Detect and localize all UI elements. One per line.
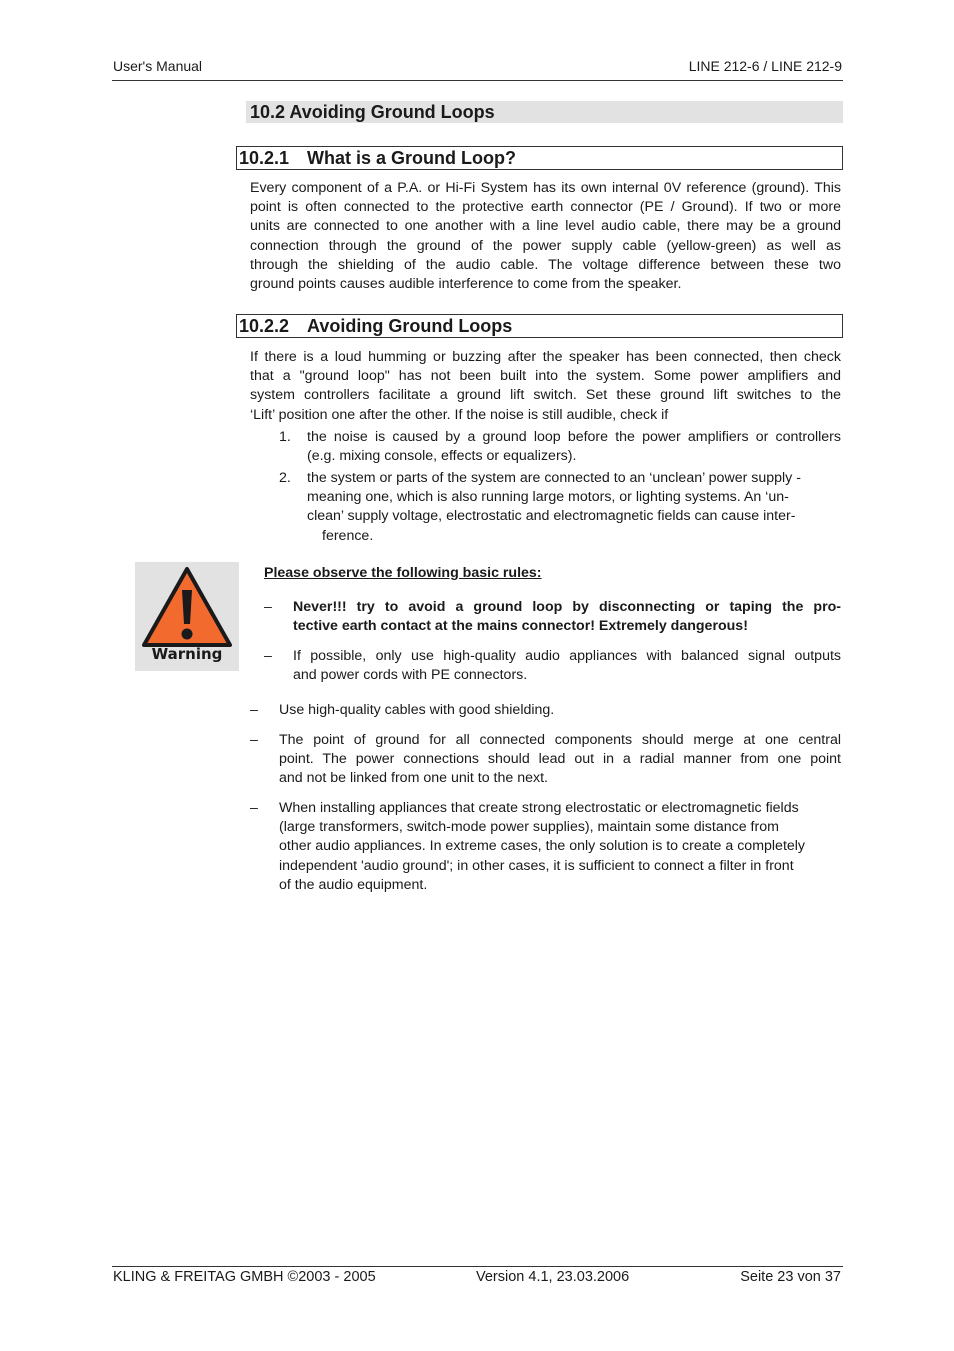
subsection-2-heading (236, 314, 843, 338)
header-left: User's Manual (113, 58, 203, 74)
subsection-2-title: Avoiding Ground Loops (307, 316, 513, 336)
body-line: system controllers facilitate a ground lift switch. Set these ground lift switches to the (250, 387, 841, 404)
body-line: connection through the ground of the power supply cable (yellow-green) as well as (250, 237, 841, 254)
subsection-1-number: 10.2.1 (239, 148, 290, 168)
subsection-1-heading (236, 146, 843, 170)
body-line: point is often connected to the protective earth connector (PE / Ground). If two or more (250, 199, 841, 216)
body-line: that a "ground loop" has not been built into the system. Some power amplifiers and (250, 368, 841, 385)
body-line: ‘Lift’ position one after the other. If the noise is still audible, check if (250, 406, 669, 423)
list-item: the system or parts of the system are connected to an ‘unclean’ power supply - meaning one, which is also running large motors, or lighting systems. An ‘un- clean’ supply voltage, electrostatic and electromagnetic fields can cause inter- ference. (307, 470, 801, 544)
subsection-2-body (250, 348, 841, 425)
footer-right: Seite 23 von 37 (740, 1269, 841, 1285)
subsection-2-number: 10.2.2 (239, 316, 290, 336)
footer-left: KLING & FREITAG GMBH ©2003 - 2005 (113, 1269, 376, 1285)
warning-label: Warning (151, 645, 223, 663)
rule-item-never: Never!!! try to avoid a ground loop by disconnecting or taping the pro- tective earth contact at the mains connector! Extremely dangerous! (293, 599, 841, 635)
body-line: through the shielding of the audio cable. The voltage difference between these two (250, 256, 841, 273)
rules-title: Please observe the following basic rules: (264, 565, 542, 581)
dash-bullet: – (250, 800, 258, 816)
list-item-number: 1. (279, 429, 291, 445)
dash-bullet: – (250, 702, 258, 718)
body-line: ground points causes audible interference to come from the speaker. (250, 276, 682, 293)
section-title: 10.2 Avoiding Ground Loops (250, 102, 495, 122)
dash-bullet: – (264, 599, 272, 615)
body-line: units are connected to one another with a line level audio cable, there may be a ground (250, 218, 841, 235)
rule-item-distance: When installing appliances that create strong electrostatic or electromagnetic fields (large transformers, switch-mode power supplies), maintain some distance from other audio appliances. In extreme cases, the only solution is to create a completely independent 'audio ground'; in other cases, it is sufficient to connect a filter in front of the audio equipment. (279, 800, 806, 893)
subsection-1-title: What is a Ground Loop? (307, 148, 516, 168)
rule-item-cables: Use high-quality cables with good shielding. (279, 702, 555, 718)
body-line: Every component of a P.A. or Hi-Fi System has its own internal 0V reference (ground). This (250, 180, 841, 196)
footer-center: Version 4.1, 23.03.2006 (476, 1269, 630, 1285)
list-item: the noise is caused by a ground loop before the power amplifiers or controllers (e.g. mixing console, effects or equalizers). (307, 429, 841, 465)
header-right: LINE 212-6 / LINE 212-9 (688, 58, 842, 74)
footer-rule (112, 1266, 843, 1267)
rule-item-quality-appliances: If possible, only use high-quality audio appliances with balanced signal outputs and power cords with PE connectors. (293, 648, 841, 684)
warning-triangle-icon (135, 566, 239, 656)
list-item-number: 2. (279, 470, 291, 486)
rule-item-central-ground: The point of ground for all connected components should merge at one central point. The power connections should lead out in a radial manner from one point and not be linked from one unit to the next. (279, 732, 841, 787)
dash-bullet: – (264, 648, 272, 664)
subsection-1-body (250, 179, 841, 294)
dash-bullet: – (250, 732, 258, 748)
body-line: If there is a loud humming or buzzing after the speaker has been connected, then check (250, 349, 841, 365)
header-rule (112, 80, 843, 81)
